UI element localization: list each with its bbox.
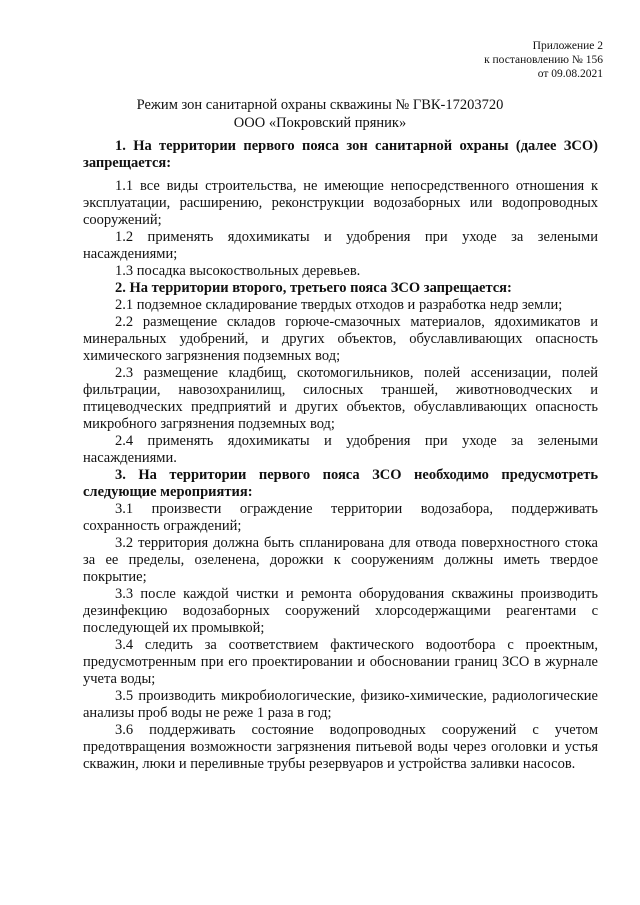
paragraph-1-3: 1.3 посадка высокоствольных деревьев. — [115, 263, 361, 279]
paragraph-3-5: 3.5 производить микробиологические, физико-химические, радиологические анализы проб воды не реже 1 раза в год; — [83, 688, 598, 721]
document-title: Режим зон санитарной охраны скважины № ГВК-17203720 — [136, 97, 504, 113]
paragraph-3-6: 3.6 поддерживать состояние водопроводных сооружений с учетом предотвращения возможности загрязнения питьевой воды через оголовки и устья скважин, люки и переливные трубы резервуаров и устройства заливки насосов. — [83, 722, 598, 772]
paragraph-2-1: 2.1 подземное складирование твердых отходов и разработка недр земли; — [115, 297, 563, 313]
paragraph-1-2: 1.2 применять ядохимикаты и удобрения при уходе за зелеными насаждениями; — [83, 229, 598, 262]
annex-date: от 09.08.2021 — [537, 68, 603, 80]
paragraph-3-2: 3.2 территория должна быть спланирована для отвода поверхностного стока за ее пределы, озеленена, дорожки к сооружениям должны иметь твердое покрытие; — [83, 535, 598, 585]
annex-number: Приложение 2 — [532, 40, 603, 52]
annex-resolution: к постановлению № 156 — [484, 54, 603, 66]
document-body — [83, 138, 598, 773]
document-subtitle: ООО «Покровский пряник» — [233, 115, 407, 131]
paragraph-3-1: 3.1 произвести ограждение территории водозабора, поддерживать сохранность ограждений; — [83, 501, 598, 534]
section-3-heading: 3. На территории первого пояса ЗСО необходимо предусмотреть следующие мероприятия: — [83, 467, 598, 500]
paragraph-2-2: 2.2 размещение складов горюче-смазочных материалов, ядохимикатов и минеральных удобрений, и других объектов, обуславливающих опасность химического загрязнения подземных вод; — [83, 314, 598, 364]
paragraph-1-1: 1.1 все виды строительства, не имеющие непосредственного отношения к эксплуатации, расширению, реконструкции водозаборных или водопроводных сооружений; — [83, 178, 598, 228]
paragraph-2-4: 2.4 применять ядохимикаты и удобрения при уходе за зелеными насаждениями. — [83, 433, 598, 466]
annex-reference — [484, 39, 603, 81]
section-2-heading: 2. На территории второго, третьего пояса ЗСО запрещается: — [115, 280, 512, 296]
section-1-heading: 1. На территории первого пояса зон санитарной охраны (далее ЗСО) запрещается: — [83, 138, 598, 171]
paragraph-2-3: 2.3 размещение кладбищ, скотомогильников, полей ассенизации, полей фильтрации, навозохранилищ, силосных траншей, животноводческих и птицеводческих предприятий и других объектов, обуславливающих опасность микробного загрязнения подземных вод; — [83, 365, 598, 432]
paragraph-3-4: 3.4 следить за соответствием фактического водоотбора с проектным, предусмотренным при его проектировании и обосновании границ ЗСО в журнале учета воды; — [83, 637, 598, 687]
paragraph-3-3: 3.3 после каждой чистки и ремонта оборудования скважины производить дезинфекцию водозаборных сооружений хлорсодержащими реагентами с последующей их промывкой; — [83, 586, 598, 636]
